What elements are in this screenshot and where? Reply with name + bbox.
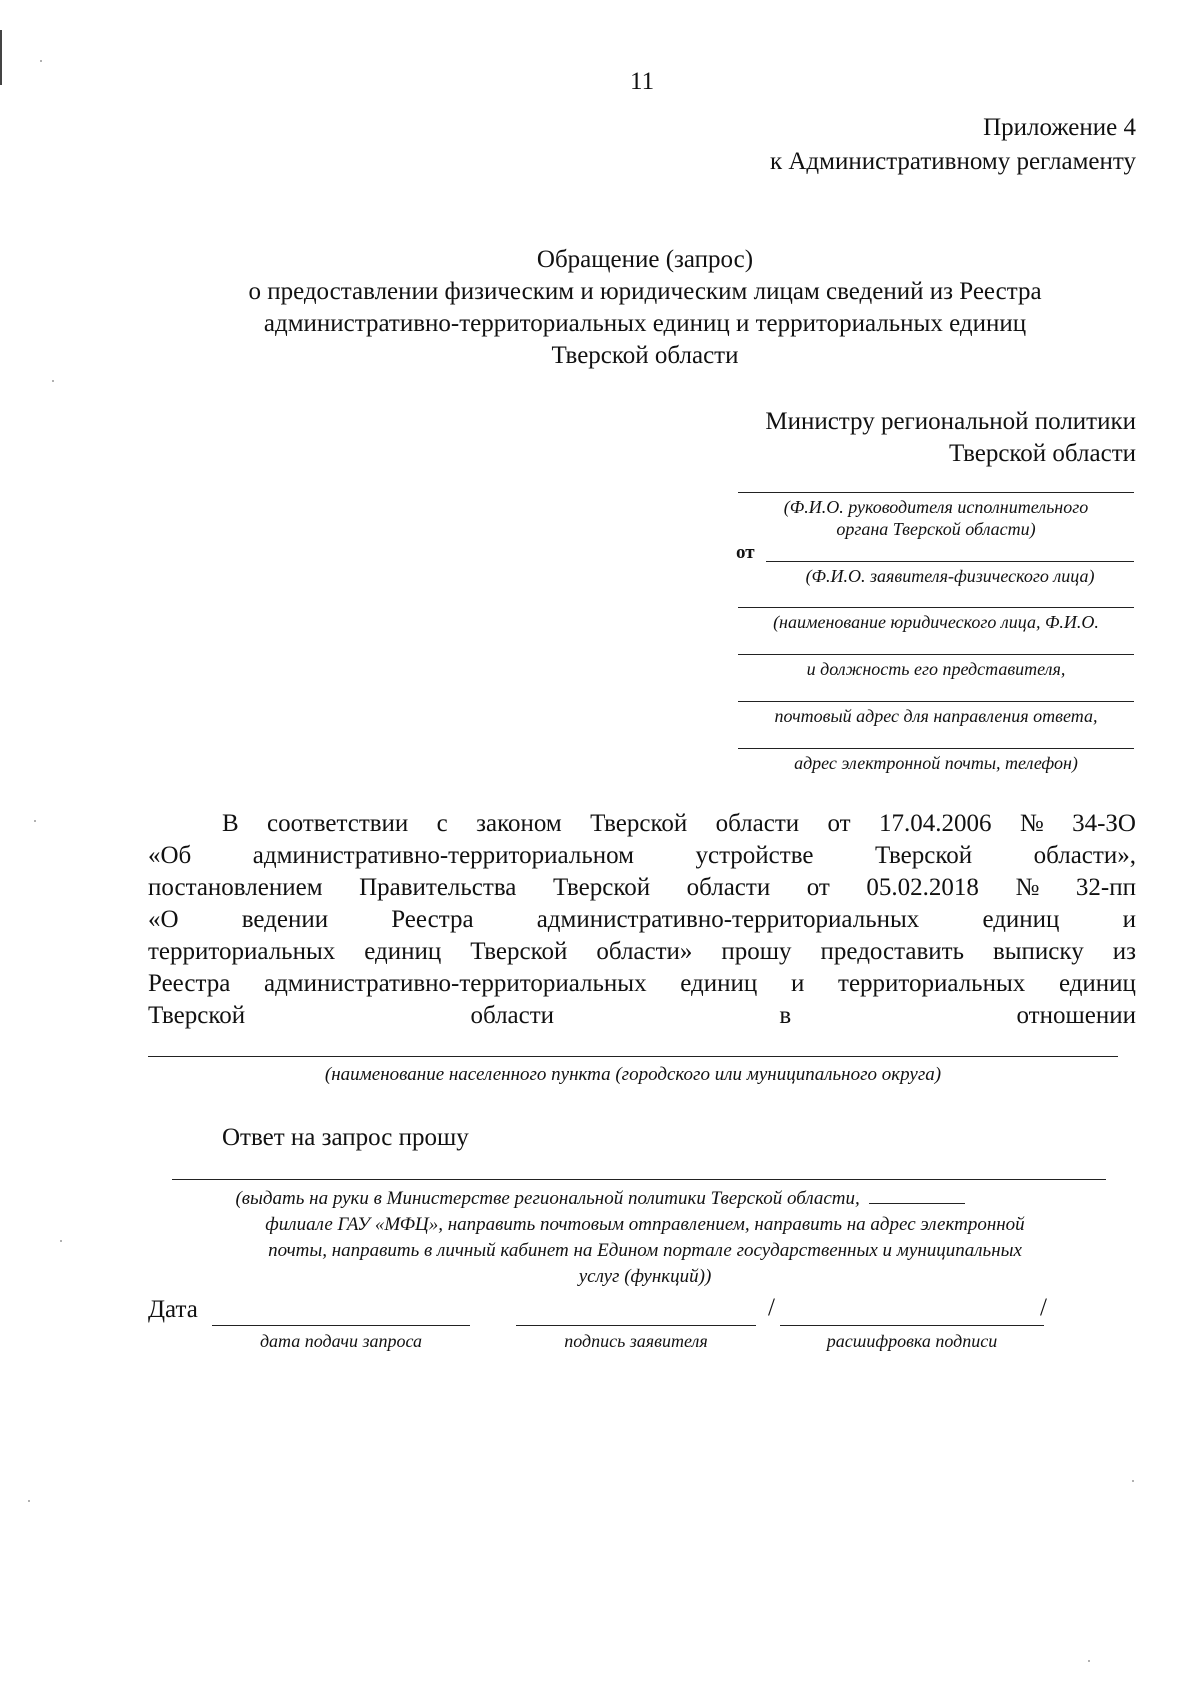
signature-hint: подпись заявителя	[564, 1331, 708, 1351]
addressee-line-2: Тверской области	[949, 440, 1136, 467]
signature-field[interactable]	[516, 1325, 756, 1326]
postal-address-field[interactable]	[738, 701, 1134, 702]
body-word: 05.02.2018	[866, 874, 979, 901]
body-word: «О	[148, 906, 179, 933]
body-word: «Об	[148, 842, 192, 869]
body-word: от	[806, 874, 830, 901]
legal-entity-field[interactable]	[738, 607, 1134, 608]
body-word: Тверской	[148, 1002, 246, 1029]
body-word: области	[470, 1002, 555, 1029]
date-label: Дата	[148, 1296, 198, 1323]
body-word: области»	[596, 938, 693, 965]
body-word: Правительства	[359, 874, 517, 901]
body-line-5	[148, 936, 1136, 968]
body-word: прошу	[721, 938, 792, 965]
response-hint-blank	[869, 1203, 965, 1204]
body-word: выписку	[992, 938, 1084, 965]
body-word: ведении	[241, 906, 329, 933]
scan-edge-mark	[0, 30, 2, 85]
response-hint-line-2: филиале ГАУ «МФЦ», направить почтовым отправлением, направить на адрес электронной	[265, 1214, 1025, 1235]
applicant-name-field[interactable]	[766, 561, 1134, 562]
body-word: 32-пп	[1075, 874, 1136, 901]
body-line-1	[222, 808, 1136, 840]
body-line-2	[148, 840, 1136, 872]
body-word: с	[436, 810, 448, 837]
body-word: территориальных	[838, 970, 1026, 997]
body-line-4	[148, 904, 1136, 936]
response-hint-line-3: почты, направить в личный кабинет на Едином портале государственных и муниципальных	[268, 1240, 1022, 1261]
contacts-field[interactable]	[738, 748, 1134, 749]
body-word: Тверской	[590, 810, 688, 837]
body-word: административно-территориальном	[252, 842, 634, 869]
postal-address-hint: почтовый адрес для направления ответа,	[774, 706, 1098, 726]
body-word: единиц	[680, 970, 758, 997]
head-name-hint: (Ф.И.О. руководителя исполнительного	[783, 497, 1089, 517]
scan-speck	[40, 60, 42, 62]
body-word: области	[686, 874, 771, 901]
applicant-name-hint: (Ф.И.О. заявителя-физического лица)	[805, 566, 1095, 586]
body-word: Тверской	[552, 874, 651, 901]
body-word: постановлением	[148, 874, 323, 901]
body-word: единиц	[982, 906, 1060, 933]
body-line-7	[148, 1000, 1136, 1032]
locality-hint: (наименование населенного пункта (городского или муниципального округа)	[324, 1064, 942, 1085]
response-label: Ответ на запрос прошу	[222, 1124, 469, 1151]
representative-position-field[interactable]	[738, 654, 1134, 655]
body-word: предоставить	[820, 938, 964, 965]
scan-speck	[1088, 1660, 1090, 1662]
body-word: устройстве	[695, 842, 814, 869]
contacts-hint: адрес электронной почты, телефон)	[794, 753, 1078, 773]
response-hint-line-1	[120, 1188, 1080, 1210]
body-word: административно-территориальных	[263, 970, 647, 997]
signature-decoding-field[interactable]	[780, 1325, 1044, 1326]
date-field[interactable]	[212, 1325, 470, 1326]
scan-speck	[52, 380, 54, 382]
body-word: законом	[476, 810, 562, 837]
response-hint-text: (выдать на руки в Министерстве региональной политики Тверской области,	[235, 1188, 860, 1209]
body-word: Реестра	[391, 906, 474, 933]
addressee-line-1: Министру региональной политики	[765, 408, 1136, 435]
body-word: территориальных	[148, 938, 336, 965]
body-word: от	[827, 810, 851, 837]
response-hint-line-4: услуг (функций))	[578, 1266, 712, 1287]
head-name-hint-2: органа Тверской области)	[836, 519, 1036, 539]
decoding-hint: расшифровка подписи	[826, 1331, 998, 1351]
response-method-field[interactable]	[172, 1179, 1106, 1180]
scan-speck	[28, 1500, 30, 1502]
body-word: №	[1019, 810, 1044, 837]
head-name-field[interactable]	[738, 492, 1134, 493]
body-word: единиц	[1058, 970, 1136, 997]
body-word: и	[1122, 906, 1136, 933]
page-number: 11	[630, 68, 655, 95]
body-word: административно-территориальных	[536, 906, 920, 933]
body-word: В	[222, 810, 239, 837]
body-word: №	[1015, 874, 1040, 901]
body-word: и	[790, 970, 805, 997]
legal-entity-hint: (наименование юридического лица, Ф.И.О.	[773, 612, 1099, 632]
body-word: соответствии	[267, 810, 409, 837]
slash-right: /	[1040, 1294, 1047, 1321]
date-hint: дата подачи запроса	[259, 1331, 423, 1351]
appendix-reference: к Административному регламенту	[769, 148, 1136, 175]
body-word: в	[779, 1002, 792, 1029]
body-word: области»,	[1033, 842, 1136, 869]
appendix-number: Приложение 4	[983, 114, 1136, 141]
slash-left: /	[768, 1294, 775, 1321]
body-word: Реестра	[148, 970, 231, 997]
body-word: Тверской	[874, 842, 973, 869]
scan-speck	[34, 820, 36, 822]
form-subtitle-line-1: о предоставлении физическим и юридическим лицам сведений из Реестра	[248, 278, 1042, 305]
form-subtitle-line-2: административно-территориальных единиц и территориальных единиц	[263, 310, 1027, 337]
from-label: от	[736, 542, 755, 563]
body-word: Тверской	[470, 938, 568, 965]
representative-position-hint: и должность его представителя,	[806, 659, 1066, 679]
locality-field[interactable]	[148, 1056, 1118, 1057]
form-title: Обращение (запрос)	[536, 246, 754, 273]
body-word: единиц	[364, 938, 442, 965]
body-word: 34-ЗО	[1072, 810, 1136, 837]
scan-speck	[1132, 1480, 1134, 1482]
body-word: области	[715, 810, 800, 837]
body-word: отношении	[1016, 1002, 1136, 1029]
scan-speck	[60, 1240, 62, 1242]
body-word: 17.04.2006	[878, 810, 992, 837]
form-subtitle-line-3: Тверской области	[551, 342, 739, 369]
body-word: из	[1112, 938, 1136, 965]
body-line-6	[148, 968, 1136, 1000]
body-line-3	[148, 872, 1136, 904]
